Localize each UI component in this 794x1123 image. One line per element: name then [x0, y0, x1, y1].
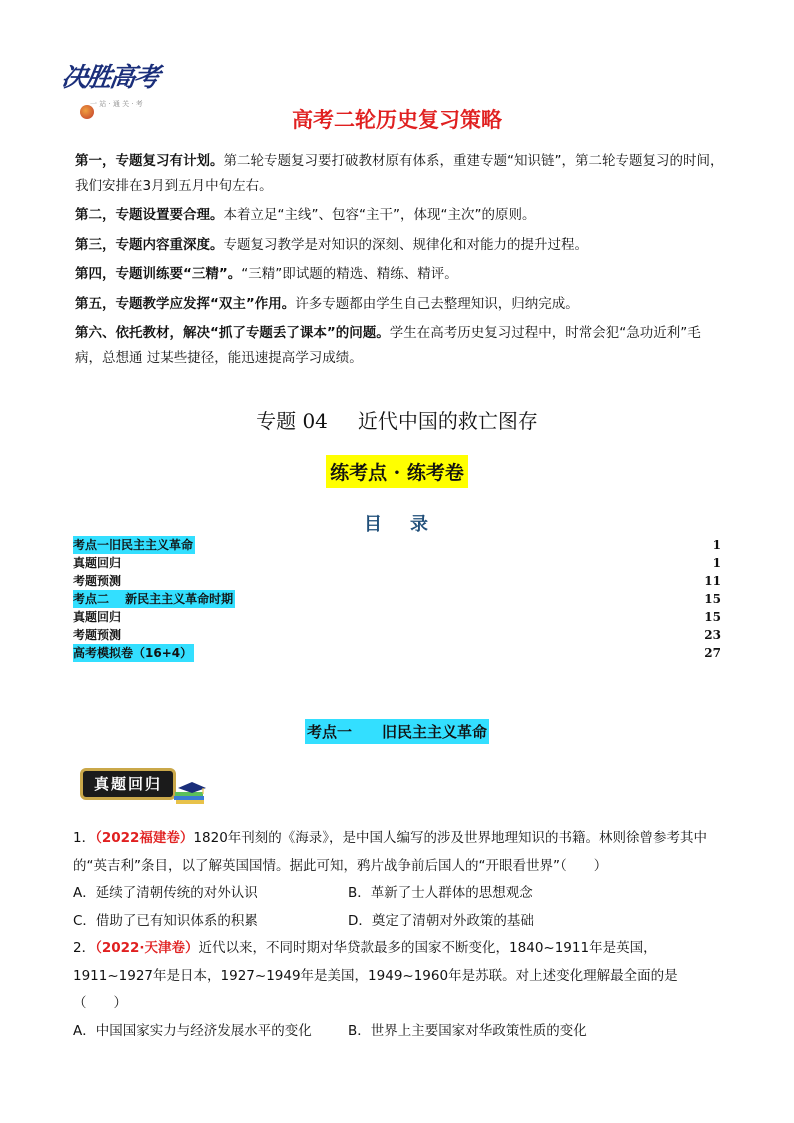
question-options	[73, 880, 723, 908]
question-stem	[73, 935, 723, 1018]
toc-item-label[interactable]: 考点一旧民主主义革命	[73, 538, 194, 552]
strategy-text: 第二轮专题复习要打破教材原有体系，重建专题“知识链”，第二轮专题复习的时间，我们安排在3月到五月中旬左右。	[75, 153, 724, 194]
logo-subtext: 一 站 · 通 关 · 考	[90, 100, 143, 108]
strategy-item	[75, 233, 725, 258]
strategy-heading: 第二，专题设置要合理。	[75, 207, 224, 223]
option-a[interactable]: A．中国国家实力与经济发展水平的变化	[73, 1022, 312, 1039]
question-text: 近代以来，不同时期对华贷款最多的国家不断变化，1840~1911年是英国，1911~1927年是日本，1927~1949年是美国，1949~1960年是苏联。对上述变化理解最全面的是（ ）	[73, 940, 678, 1011]
strategy-list	[75, 149, 725, 375]
toc-item-page: 11	[704, 574, 721, 588]
question-source: （2022·天津卷）	[95, 940, 199, 956]
section-heading-b: 旧民主主义革命	[382, 723, 488, 741]
question-number: 1．	[73, 830, 96, 846]
real-exam-badge	[80, 762, 212, 810]
question-item	[73, 825, 723, 935]
question-options	[73, 1018, 723, 1046]
question-text: 1820年刊刻的《海录》，是中国人编写的涉及世界地理知识的书籍。林则徐曾参考其中的“英吉利”条目，以了解英国国情。据此可知，鸦片战争前后国人的“开眼看世界”（ ）	[73, 830, 708, 874]
badge-label: 真题回归	[80, 768, 176, 800]
toc-item-page: 15	[704, 610, 721, 624]
strategy-heading: 第四，专题训练要“三精”。	[75, 266, 242, 282]
strategy-text: “三精”即试题的精选、精练、精评。	[241, 266, 458, 282]
toc-item[interactable]	[73, 608, 721, 626]
toc-item-label[interactable]: 考点二 新民主主义革命时期	[73, 592, 234, 606]
table-of-contents	[73, 536, 721, 662]
toc-item-label[interactable]: 考题预测	[73, 628, 122, 642]
toc-item-label[interactable]: 高考模拟卷（16+4）	[73, 646, 193, 660]
option-b[interactable]: B．革新了士人群体的思想观念	[348, 885, 533, 901]
strategy-text: 学生在高考历史复习过程中，时常会犯“急功近利”毛病，总想通 过某些捷径，能迅速提高学习成绩。	[75, 325, 701, 366]
question-options	[73, 908, 723, 936]
strategy-item	[75, 203, 725, 228]
toc-item[interactable]	[73, 572, 721, 590]
question-stem	[73, 825, 723, 880]
strategy-item	[75, 149, 725, 198]
strategy-item	[75, 262, 725, 287]
topic-name: 近代中国的救亡图存	[357, 409, 538, 433]
section-heading	[305, 719, 489, 744]
books-graduation-cap-icon	[172, 780, 208, 806]
topic-title	[0, 405, 794, 434]
option-d[interactable]: D．奠定了清朝对外政策的基础	[348, 912, 534, 929]
toc-title-a: 目	[364, 514, 384, 535]
toc-item-page: 1	[712, 538, 721, 552]
toc-item[interactable]	[73, 626, 721, 644]
section-heading-a: 考点一	[306, 723, 352, 741]
strategy-text: 本着立足“主线”、包容“主干”，体现“主次”的原则。	[223, 207, 536, 223]
topic-number: 专题 04	[256, 409, 328, 433]
toc-item[interactable]	[73, 590, 721, 608]
option-c[interactable]: C．借助了已有知识体系的积累	[73, 912, 258, 929]
toc-item-page: 23	[704, 628, 721, 642]
logo-text: 决胜高考	[59, 63, 160, 93]
strategy-heading: 第五，专题教学应发挥“双主”作用。	[75, 295, 296, 312]
toc-item[interactable]	[73, 536, 721, 554]
question-source: （2022福建卷）	[95, 830, 194, 846]
toc-item-page: 15	[704, 592, 721, 606]
toc-item[interactable]	[73, 554, 721, 572]
toc-title-b: 录	[410, 514, 430, 535]
question-list	[73, 825, 723, 1045]
toc-item-page: 1	[712, 556, 721, 570]
strategy-heading: 第六、依托教材，解决“抓了专题丢了课本”的问题。	[75, 325, 390, 341]
question-item	[73, 935, 723, 1045]
subtitle-banner: 练考点 · 练考卷	[326, 455, 468, 488]
option-b[interactable]: B．世界上主要国家对华政策性质的变化	[348, 1022, 587, 1039]
toc-item[interactable]	[73, 644, 721, 662]
page-title: 高考二轮历史复习策略	[292, 108, 502, 132]
strategy-heading: 第三，专题内容重深度。	[75, 236, 224, 253]
strategy-text: 许多专题都由学生自己去整理知识，归纳完成。	[295, 295, 579, 312]
toc-title	[0, 510, 794, 536]
strategy-heading: 第一，专题复习有计划。	[75, 153, 224, 169]
toc-item-label[interactable]: 考题预测	[73, 574, 122, 588]
toc-item-label[interactable]: 真题回归	[73, 610, 122, 624]
toc-item-page: 27	[704, 646, 721, 660]
option-a[interactable]: A．延续了清朝传统的对外认识	[73, 885, 258, 901]
strategy-text: 专题复习教学是对知识的深刻、规律化和对能力的提升过程。	[223, 236, 588, 253]
toc-item-label[interactable]: 真题回归	[73, 556, 122, 570]
strategy-item	[75, 292, 725, 317]
strategy-item	[75, 321, 725, 370]
question-number: 2．	[73, 940, 96, 956]
